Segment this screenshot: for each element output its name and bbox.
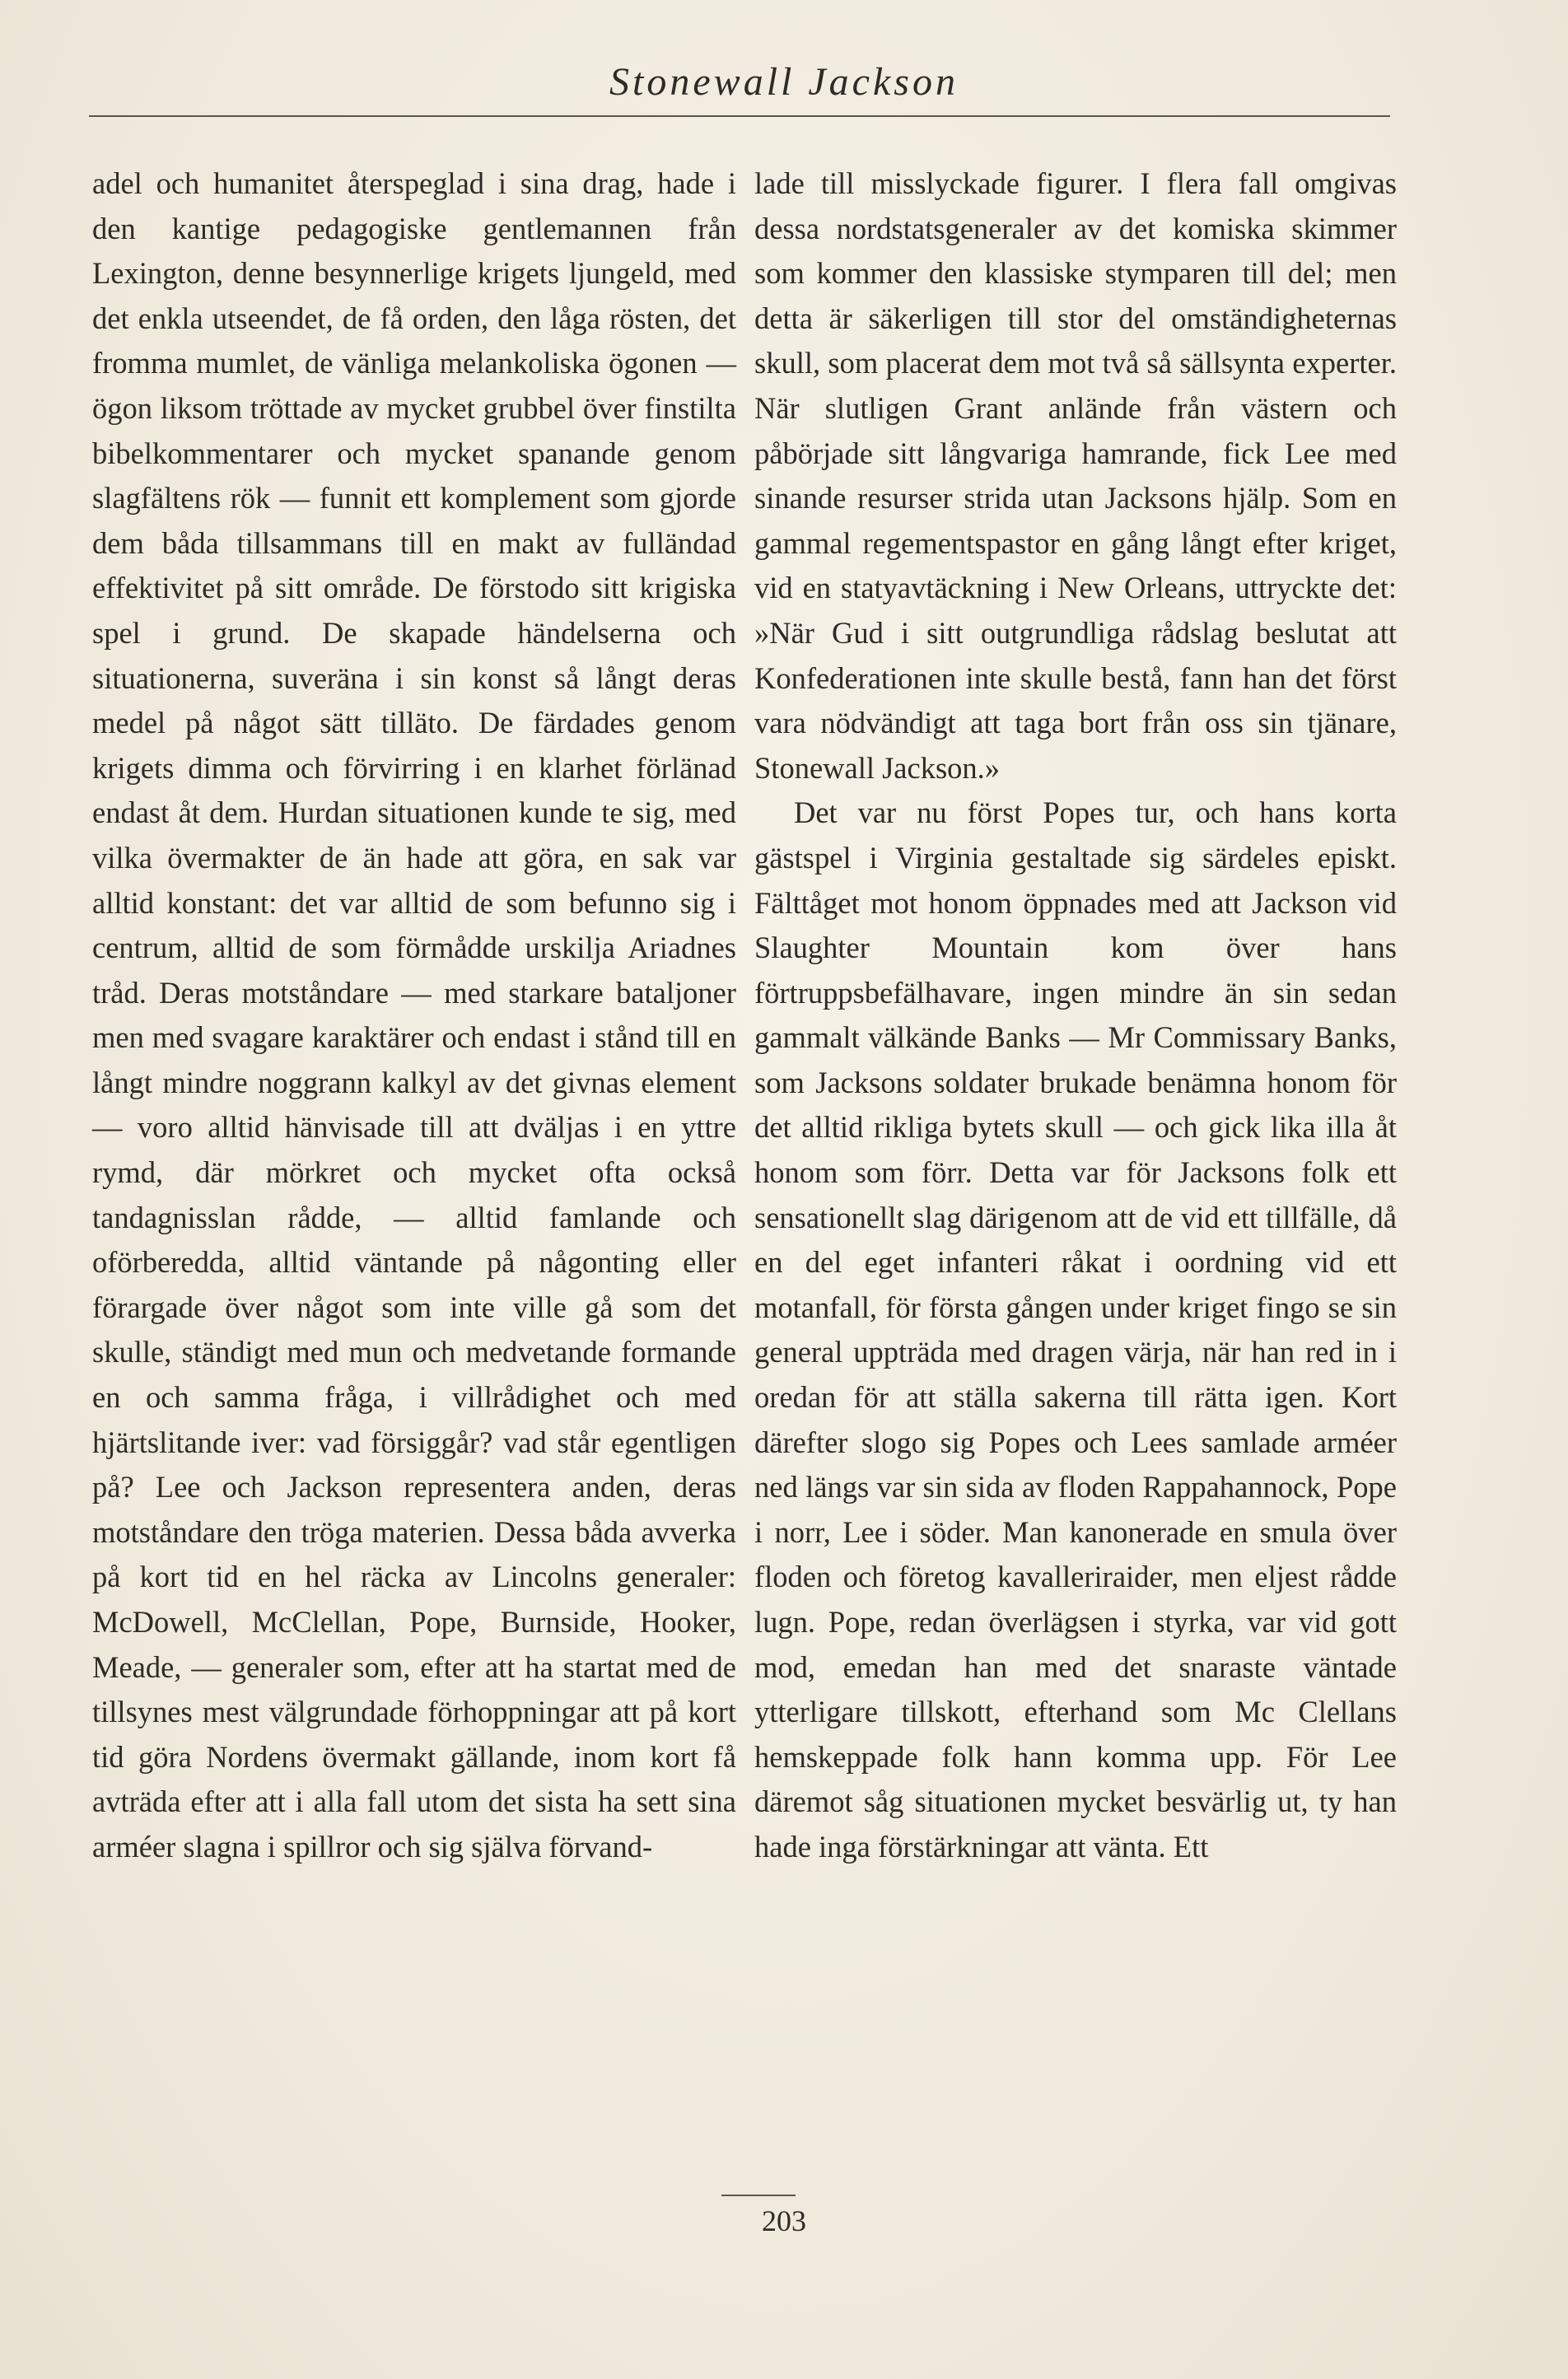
left-column-text: adel och humanitet återspeglad i sina drag, hade i den kantige pedagogiske gentlemannen från Lexington, denne besynnerlige krigets ljungeld, med det enkla utseendet, de få orden, den låga rösten, det fromma mumlet, de vänliga melankoliska ögonen — ögon liksom tröttade av mycket grubbel över finstilta bibelkommentarer och mycket spanande genom slagfältens rök — funnit ett komplement som gjorde dem båda tillsammans till en makt av fulländad effektivitet på sitt område. De förstodo sitt krigiska spel i grund. De skapade händelserna och situationerna, suveräna i sin konst så långt deras medel på något sätt tilläto. De färdades genom krigets dimma och förvirring i en klarhet förlänad endast åt dem. Hurdan situationen kunde te sig, med vilka övermakter de än hade att göra, en sak var alltid konstant: det var alltid de som befunno sig i centrum, alltid de som förmådde urskilja Ariadnes tråd. Deras motståndare — med starkare bataljoner men med svagare karaktärer och endast i stånd till en långt mindre noggrann kalkyl av det givnas element — voro alltid hänvisade till att dväljas i en yttre rymd, där mörkret och mycket ofta också tandagnisslan rådde, — alltid famlande och oförberedda, alltid väntande på någonting eller förargade över något som inte ville gå som det skulle, ständigt med mun och medvetande formande en och samma fråga, i villrådighet och med hjärtslitande iver: vad försiggår? vad står egentligen på? Lee och Jackson representera anden, deras motståndare den tröga materien. Dessa båda avverka på kort tid en hel räcka av Lincolns generaler: McDowell, McClellan, Pope, Burnside, Hooker, Meade, — generaler som, efter att ha startat med de tillsynes mest välgrundade förhoppningar att på kort tid göra Nordens övermakt gällande, inom kort få avträda efter att i alla fall utom det sista ha sett sina arméer slagna i spillror och sig själva förvand- <box>92 166 736 1864</box>
running-head: Stonewall Jackson <box>609 60 959 104</box>
right-column <box>754 161 1397 1870</box>
page-number: 203 <box>762 2204 806 2237</box>
right-paragraph-1: lade till misslyckade figurer. I flera fall omgivas dessa nordstatsgeneraler av det komiska skimmer som kommer den klassiske stymparen till del; men detta är säkerligen till stor del omständigheternas skull, som placerat dem mot två så sällsynta experter. När slutligen Grant anlände från västern och påbörjade sitt långvariga hamrande, fick Lee med sinande resurser strida utan Jacksons hjälp. Som en gammal regementspastor en gång långt efter kriget, vid en statyavtäckning i New Orleans, uttryckte det: »När Gud i sitt outgrundliga rådslag beslutat att Konfederationen inte skulle bestå, fann han det först vara nödvändigt att taga bort från oss sin tjänare, Stonewall Jackson.» <box>754 166 1397 785</box>
header-rule <box>89 115 1390 117</box>
page-number-rule <box>721 2195 796 2196</box>
right-paragraph-2: Det var nu först Popes tur, och hans korta gästspel i Virginia gestaltade sig särdeles episkt. Fälttåget mot honom öppnades med att Jackson vid Slaughter Mountain kom över hans förtruppsbefälhavare, ingen mindre än sin sedan gammalt välkände Banks — Mr Commissary Banks, som Jacksons soldater brukade benämna honom för det alltid rikliga bytets skull — och gick lika illa åt honom som förr. Detta var för Jacksons folk ett sensationellt slag därigenom att de vid ett tillfälle, då en del eget infanteri råkat i oordning vid ett motanfall, för första gången under kriget fingo se sin general uppträda med dragen värja, när han red in i oredan för att ställa sakerna till rätta igen. Kort därefter slogo sig Popes och Lees samlade arméer ned längs var sin sida av floden Rappahannock, Pope i norr, Lee i söder. Man kanonerade en smula över floden och företog kavalleriraider, men eljest rådde lugn. Pope, redan överlägsen i styrka, var vid gott mod, emedan han med det snaraste väntade ytterligare tillskott, efterhand som Mc Clellans hemskeppade folk hann komma upp. För Lee däremot såg situationen mycket besvärlig ut, ty han hade inga förstärkningar att vänta. Ett <box>754 795 1397 1864</box>
left-column <box>92 161 736 1870</box>
